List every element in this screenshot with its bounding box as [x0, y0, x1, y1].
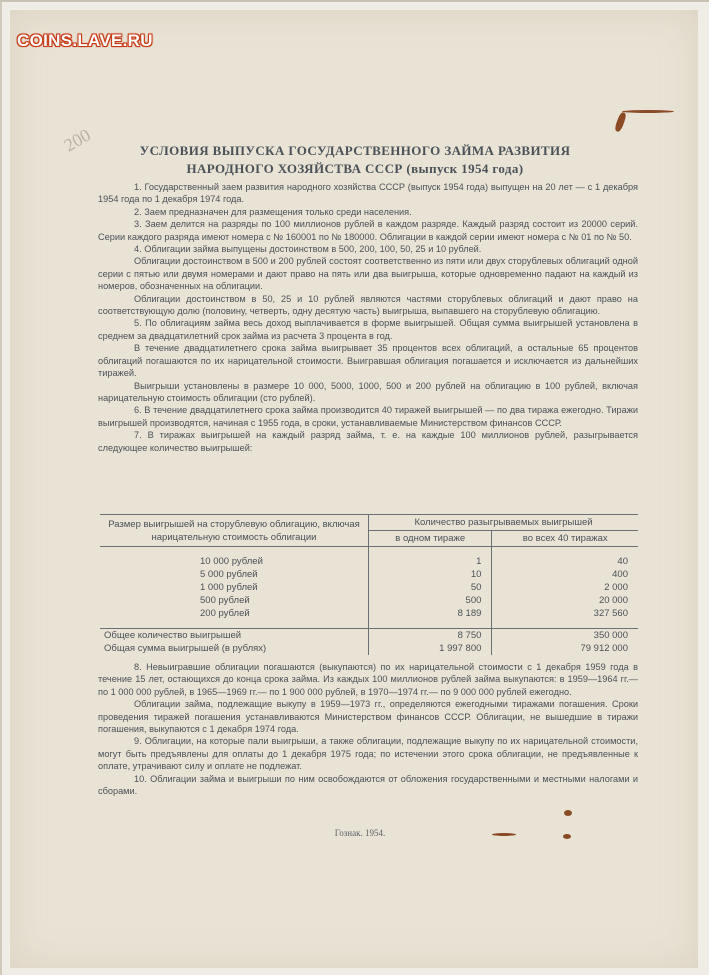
paragraph: Облигации достоинством в 50, 25 и 10 рублей являются частями сторублевых облигаций и дают право на соответствующую долю (половину, четверть, одну десятую часть) выигрыша, выпавшего на сторублевую облигацию.: [98, 293, 638, 317]
paragraph: 10. Облигации займа и выигрыши по ним освобождаются от обложения государственными и местными налогами и сборами.: [98, 773, 638, 797]
paragraph: 1. Государственный заем развития народного хозяйства СССР (выпуск 1954 года) выпущен на 20 лет — с 1 декабря 1954 года по 1 декабря 1974 года.: [98, 182, 638, 205]
paragraph: В течение двадцатилетнего срока займа выигрывает 35 процентов всех облигаций, а остальные 65 процентов облигаций погашаются по их нарицательной стоимости. Выигравшая облигация погашается и исключается из дальнейших тиражей.: [98, 343, 638, 379]
paragraph: 8. Невыигравшие облигации погашаются (выкупаются) по их нарицательной стоимости с 1 декабря 1959 года в течение 15 лет, остающихся до конца срока займа. Из каждых 100 миллионов рублей займа выкупаются: в 1959—1964 гг.— по 1 000 000 рублей, в 1965—1969 гг.— по 1 900 000 рублей, в 1970—1974 гг.— по 9 000 000 рублей ежегодно.: [98, 662, 638, 697]
printer-imprint: Гознак. 1954.: [334, 828, 386, 838]
table-row: 10 000 рублей 1 40: [100, 555, 638, 568]
table-header-prize-size: Размер выигрышей на сторублевую облигацию, включая нарицательную стоимость облигации: [100, 515, 369, 547]
paragraph: Облигации достоинством в 500 и 200 рублей состоят соответственно из пяти или двух сторублевых облигаций одной серии с пятью или двумя номерами и дают право на пять или два выигрыша, которые одновременно падают на каждый из номеров, обозначенных на облигации.: [98, 256, 638, 292]
paragraph: Облигации займа, подлежащие выкупу в 1959—1973 гг., определяются ежегодными тиражами погашения. Сроки проведения тиражей погашения устанавливаются Министерством финансов СССР. Облигации, не вышедшие в тиражи погашения, выкупаются с 1 декабря 1974 года.: [98, 699, 638, 735]
table-row: 200 рублей 8 189 327 560: [100, 607, 638, 620]
table-total-sum-row: Общая сумма выигрышей (в рублях) 1 997 800 79 912 000: [100, 642, 638, 655]
conditions-text-top: [98, 181, 638, 454]
paragraph: 5. По облигациям займа весь доход выплачивается в форме выигрышей. Общая сумма выигрышей установлена в среднем за двадцатилетний срок займа из расчета 3 процента в год.: [98, 318, 638, 341]
table-total-count-row: Общее количество выигрышей 8 750 350 000: [100, 629, 638, 643]
pencil-mark: 200: [60, 124, 94, 156]
stain: [564, 810, 572, 816]
paragraph: 2. Заем предназначен для размещения только среди населения.: [134, 206, 412, 217]
table-row: 1 000 рублей 50 2 000: [100, 581, 638, 594]
stain: [563, 834, 571, 839]
document-title-line-1: УСЛОВИЯ ВЫПУСКА ГОСУДАРСТВЕННОГО ЗАЙМА РАЗВИТИЯ: [139, 143, 571, 158]
table-header-one-draw: в одном тираже: [369, 531, 492, 547]
paragraph: 6. В течение двадцатилетнего срока займа производится 40 тиражей выигрышей — по два тиража ежегодно. Тиражи выигрышей производятся, начиная с 1955 года, в сроки, устанавливаемые Министерством финансов СССР.: [98, 405, 638, 428]
site-watermark: COINS.LAVE.RU: [17, 31, 153, 50]
paragraph: 4. Облигации займа выпущены достоинством в 500, 200, 100, 50, 25 и 10 рублей.: [134, 244, 482, 255]
table-row: 500 рублей 500 20 000: [100, 594, 638, 607]
document-title-line-2: НАРОДНОГО ХОЗЯЙСТВА СССР (выпуск 1954 года): [186, 161, 524, 176]
stain: [622, 110, 674, 113]
paragraph: Выигрыши установлены в размере 10 000, 5000, 1000, 500 и 200 рублей на облигацию в 100 рублей, включая нарицательную стоимость облигации (сто рублей).: [98, 380, 638, 403]
conditions-text-bottom: [98, 661, 638, 797]
paragraph: 9. Облигации, на которые пали выигрыши, а также облигации, подлежащие выкупу по их нарицательной стоимости, могут быть предъявлены для оплаты до 1 декабря 1975 года; по истечении этого срока облигации, не предъявленные к оплате, утрачивают силу и оплате не подлежат.: [98, 736, 638, 772]
prize-table: [100, 514, 638, 655]
table-row: 5 000 рублей 10 400: [100, 568, 638, 581]
table-header-all-draws: во всех 40 тиражах: [492, 531, 638, 547]
paragraph: 7. В тиражах выигрышей на каждый разряд займа, т. е. на каждые 100 миллионов рублей, разыгрывается следующее количество выигрышей:: [98, 430, 638, 453]
paragraph: 3. Заем делится на разряды по 100 миллионов рублей в каждом разряде. Каждый разряд состоит из 20000 серий. Серии каждого разряда имеют номера с № 160001 по № 180000. Облигации в каждой серии имеют номера с № 01 по № 50.: [98, 219, 638, 242]
table-header-group: Количество разыгрываемых выигрышей: [369, 515, 639, 531]
stain: [492, 833, 516, 836]
